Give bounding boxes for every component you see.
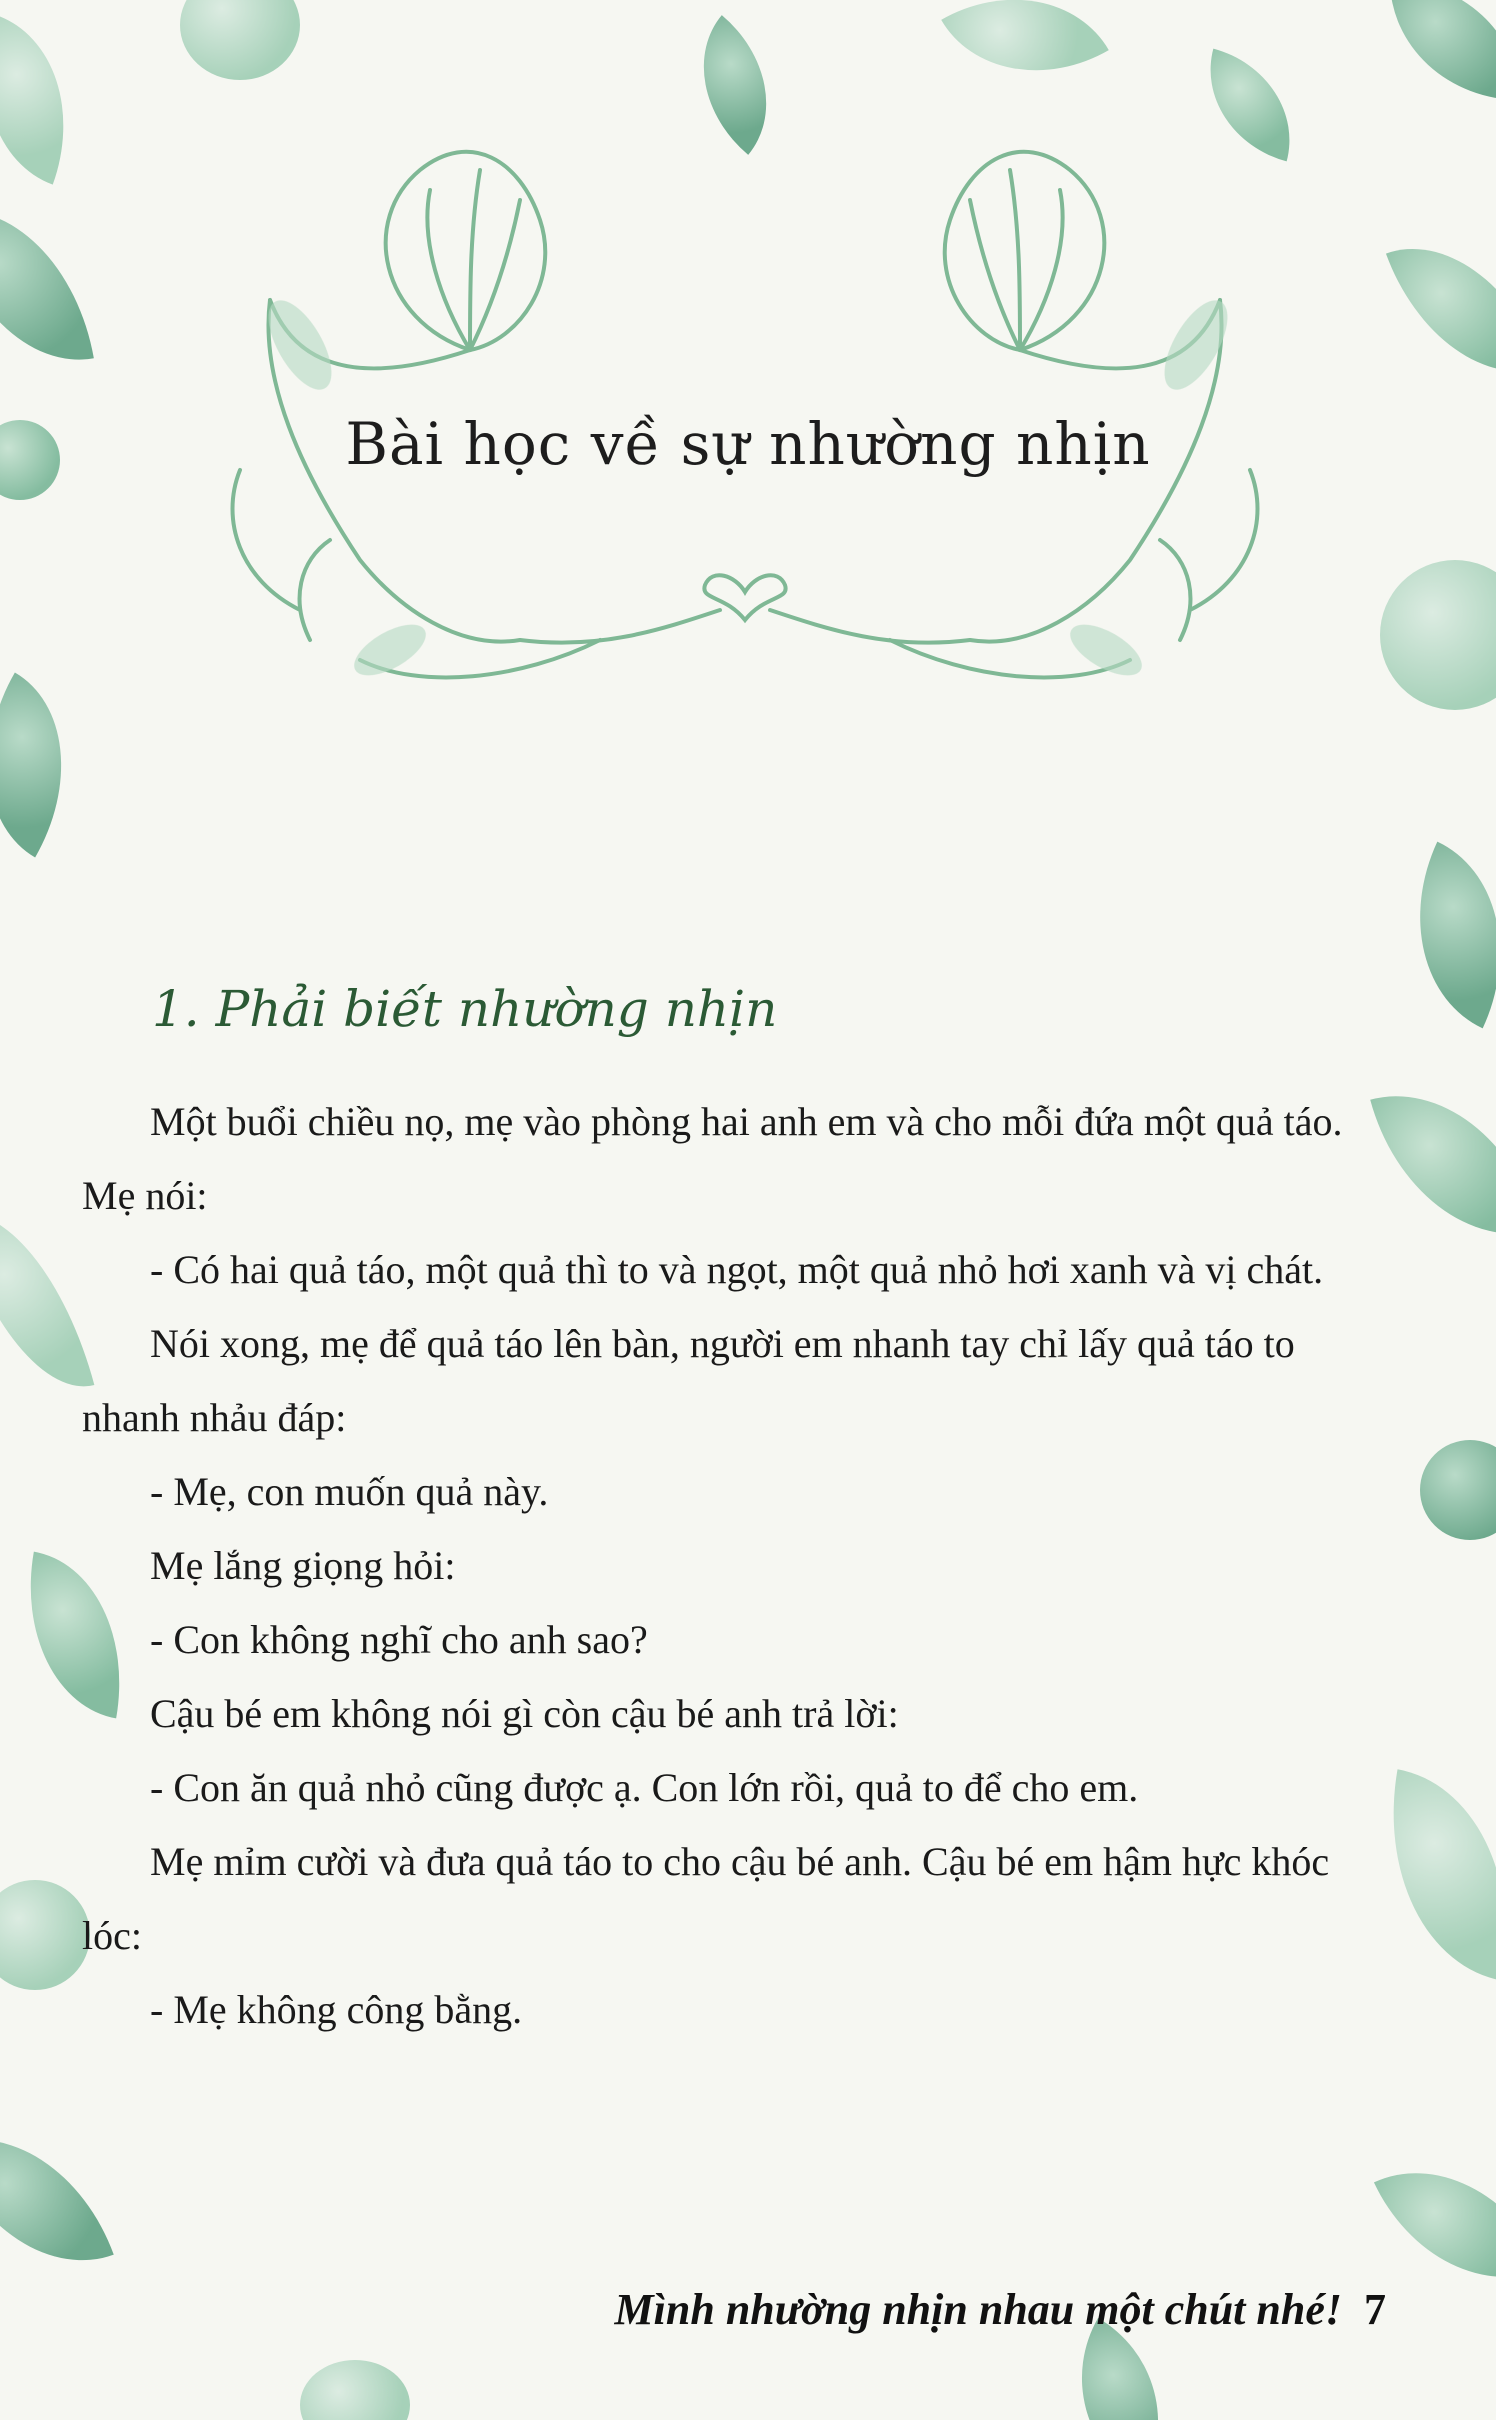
leaf-decoration xyxy=(1374,842,1496,1029)
paragraph: - Mẹ, con muốn quả này. xyxy=(150,1469,549,1514)
paragraph: Cậu bé em không nói gì còn cậu bé anh trả lời: xyxy=(150,1691,899,1736)
leaf-decoration xyxy=(0,1192,94,1408)
paragraph: - Mẹ không công bằng. xyxy=(150,1987,523,2032)
leaf-decoration xyxy=(0,2104,114,2295)
page-footer xyxy=(615,2284,1386,2335)
leaf-decoration xyxy=(1370,1066,1496,1264)
leaf-decoration xyxy=(300,2360,410,2420)
leaf-decoration xyxy=(1365,1769,1496,1980)
paragraph: Mẹ mỉm cười và đưa quả táo to cho cậu bé anh. Cậu bé em hậm hực khóc lóc: xyxy=(82,1839,1330,1958)
leaf-decoration xyxy=(0,1880,90,1990)
paragraph: - Có hai quả táo, một quả thì to và ngọt, một quả nhỏ hơi xanh và vị chát. xyxy=(150,1247,1324,1292)
section-heading: 1. Phải biết nhường nhịn xyxy=(152,980,778,1038)
leaf-decoration xyxy=(1374,2132,1496,2319)
paragraph: Nói xong, mẹ để quả táo lên bàn, người em nhanh tay chỉ lấy quả táo to nhanh nhảu đáp: xyxy=(82,1321,1295,1440)
leaf-decoration xyxy=(1420,1440,1496,1540)
paragraph: Một buổi chiều nọ, mẹ vào phòng hai anh em và cho mỗi đứa một quả táo. Mẹ nói: xyxy=(82,1099,1343,1218)
paragraph: Mẹ lắng giọng hỏi: xyxy=(150,1543,456,1588)
paragraph: - Con ăn quả nhỏ cũng được ạ. Con lớn rồi, quả to để cho em. xyxy=(150,1765,1139,1810)
title-ornament xyxy=(0,0,1496,720)
footer-book-title: Mình nhường nhịn nhau một chút nhé! xyxy=(614,2285,1342,2334)
page-title: Bài học về sự nhường nhịn xyxy=(345,410,1151,478)
body-text xyxy=(82,1085,1377,2047)
paragraph: - Con không nghĩ cho anh sao? xyxy=(150,1617,648,1662)
page-number: 7 xyxy=(1364,2285,1386,2334)
